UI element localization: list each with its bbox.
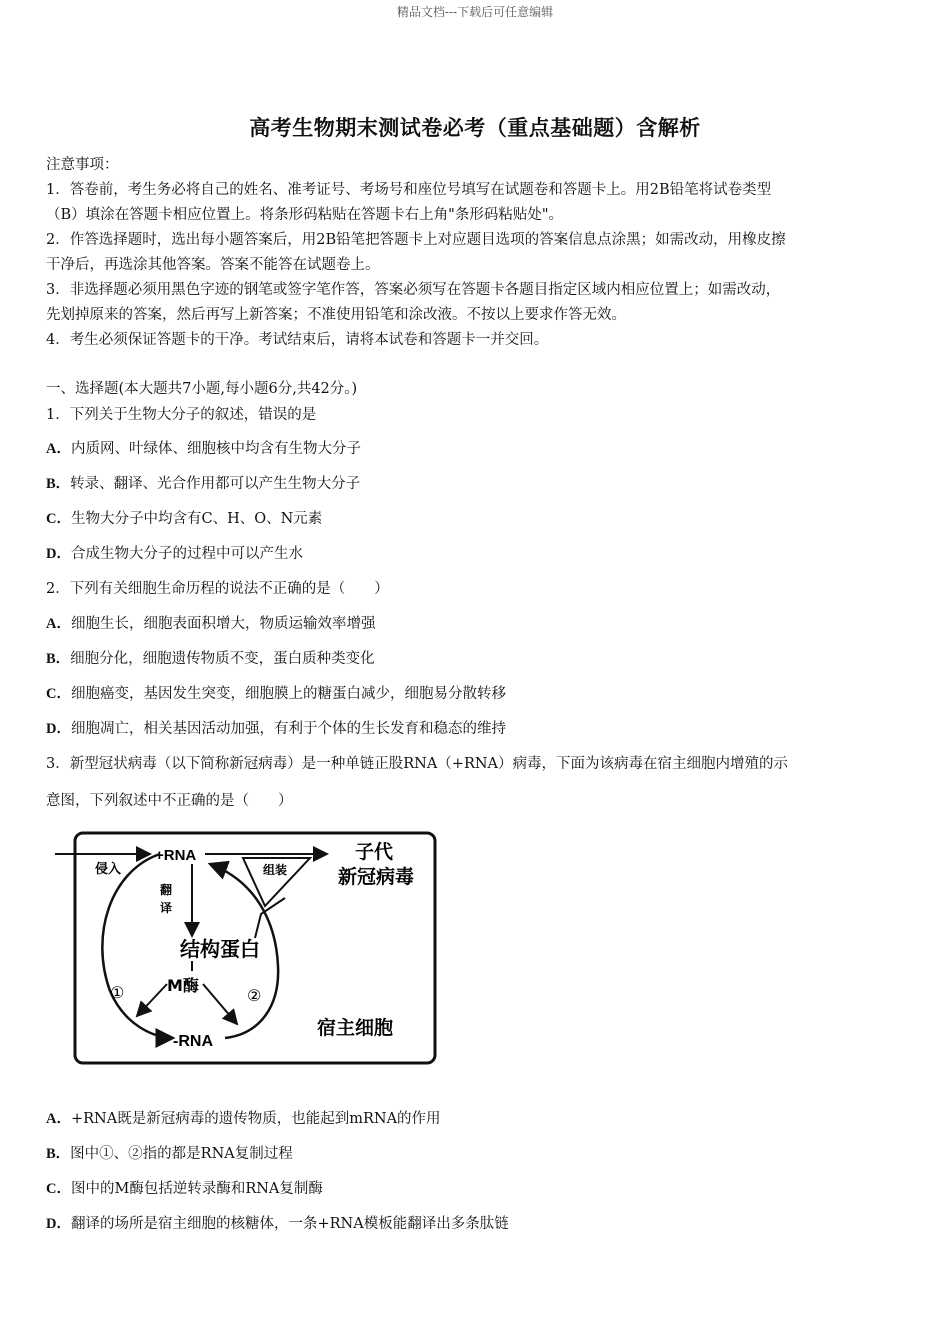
- q3-option-c: [46, 1177, 906, 1198]
- notes-item: 先划掉原来的答案，然后再写上新答案；不准使用铅笔和涂改液。不按以上要求作答无效。: [46, 307, 626, 323]
- virus-replication-diagram: [55, 826, 445, 1071]
- step1-label: ①: [110, 983, 125, 1002]
- option-text: 细胞分化，细胞遗传物质不变，蛋白质种类变化: [70, 651, 375, 667]
- option-text: 细胞生长，细胞表面积增大，物质运输效率增强: [70, 616, 376, 632]
- notes-item: 4．考生必须保证答题卡的干净。考试结束后，请将本试卷和答题卡一并交回。: [46, 332, 549, 348]
- option-text: 合成生物大分子的过程中可以产生水: [70, 546, 303, 562]
- notes-item: （B）填涂在答题卡相应位置上。将条形码粘贴在答题卡右上角"条形码粘贴处"。: [46, 207, 563, 223]
- translate-label-1: 翻: [160, 883, 173, 897]
- q2-option-c: [46, 682, 906, 703]
- m-enzyme-arrow-right: [203, 984, 237, 1024]
- q1-option-c: [46, 507, 906, 528]
- q1-option-b: [46, 472, 906, 493]
- q1-stem: 1．下列关于生物大分子的叙述，错误的是: [46, 407, 317, 423]
- notes-item: 1．答卷前，考生务必将自己的姓名、准考证号、考场号和座位号填写在试题卷和答题卡上。用2B铅笔将试卷类型: [46, 182, 772, 198]
- option-letter: A．: [46, 441, 71, 457]
- cycle-arc-left: [102, 854, 173, 1038]
- m-enzyme-arrow-left: [137, 984, 167, 1016]
- host-cell-label: 宿主细胞: [317, 1017, 394, 1039]
- minus-rna-label: -RNA: [173, 1033, 213, 1050]
- option-letter: A．: [46, 1111, 71, 1127]
- option-text: 图中的M酶包括逆转录酶和RNA复制酶: [70, 1181, 323, 1197]
- structural-protein-label: 结构蛋白: [180, 937, 260, 961]
- option-letter: D．: [46, 546, 71, 562]
- option-text: 转录、翻译、光合作用都可以产生生物大分子: [70, 476, 361, 492]
- m-enzyme-label: M酶: [167, 976, 199, 995]
- q3-option-a: [46, 1107, 906, 1128]
- header-note: 精品文档---下载后可任意编辑: [396, 5, 554, 19]
- option-text: 生物大分子中均含有C、H、O、N元素: [70, 511, 323, 527]
- plus-rna-label: +RNA: [155, 847, 197, 864]
- section-heading: 一、选择题(本大题共7小题,每小题6分,共42分。): [46, 381, 358, 397]
- notes-item: 2．作答选择题时，选出每小题答案后，用2B铅笔把答题卡上对应题目选项的答案信息点涂黑；如需改动，用橡皮擦: [46, 232, 786, 248]
- step2-label: ②: [247, 986, 262, 1005]
- notes-item: 干净后，再选涂其他答案。答案不能答在试题卷上。: [46, 257, 380, 273]
- q2-option-a: [46, 612, 906, 633]
- page-title: 高考生物期末测试卷必考（重点基础题）含解析: [249, 115, 701, 140]
- offspring-label-2: 新冠病毒: [338, 866, 415, 888]
- notes-item: 3．非选择题必须用黑色字迹的钢笔或签字笔作答，答案必须写在答题卡各题目指定区域内相应位置上；如需改动，: [46, 282, 781, 298]
- notes-heading: 注意事项：: [46, 157, 119, 173]
- option-text: 细胞凋亡，相关基因活动加强，有利于个体的生长发育和稳态的维持: [70, 721, 506, 737]
- option-letter: D．: [46, 721, 71, 737]
- q3-stem-line1: 3．新型冠状病毒（以下简称新冠病毒）是一种单链正股RNA（+RNA）病毒，下面为该病毒在宿主细胞内增殖的示: [46, 756, 789, 772]
- q2-option-b: [46, 647, 906, 668]
- invade-label: 侵入: [95, 862, 122, 877]
- option-text: 翻译的场所是宿主细胞的核糖体，一条+RNA模板能翻译出多条肽链: [70, 1216, 509, 1232]
- q1-option-d: [46, 542, 906, 563]
- option-text: 细胞癌变，基因发生突变，细胞膜上的糖蛋白减少，细胞易分散转移: [70, 686, 506, 702]
- q2-option-d: [46, 717, 906, 738]
- assemble-label: 组装: [263, 863, 288, 877]
- option-letter: B．: [46, 1146, 71, 1162]
- notes-block: [46, 153, 904, 353]
- q1-option-a: [46, 437, 906, 458]
- q2-stem: 2．下列有关细胞生命历程的说法不正确的是（ ）: [46, 581, 389, 597]
- option-letter: B．: [46, 476, 71, 492]
- option-letter: D．: [46, 1216, 71, 1232]
- translate-label-2: 译: [160, 901, 173, 915]
- offspring-label-1: 子代: [355, 841, 394, 863]
- q3-stem-line2: 意图，下列叙述中不正确的是（ ）: [46, 793, 293, 809]
- option-letter: C．: [46, 1181, 71, 1197]
- q3-option-b: [46, 1142, 906, 1163]
- option-letter: C．: [46, 686, 71, 702]
- option-text: 图中①、②指的都是RNA复制过程: [70, 1146, 293, 1162]
- option-text: 内质网、叶绿体、细胞核中均含有生物大分子: [70, 441, 361, 457]
- option-text: +RNA既是新冠病毒的遗传物质，也能起到mRNA的作用: [70, 1111, 441, 1127]
- option-letter: A．: [46, 616, 71, 632]
- option-letter: C．: [46, 511, 71, 527]
- option-letter: B．: [46, 651, 71, 667]
- q3-option-d: [46, 1212, 906, 1233]
